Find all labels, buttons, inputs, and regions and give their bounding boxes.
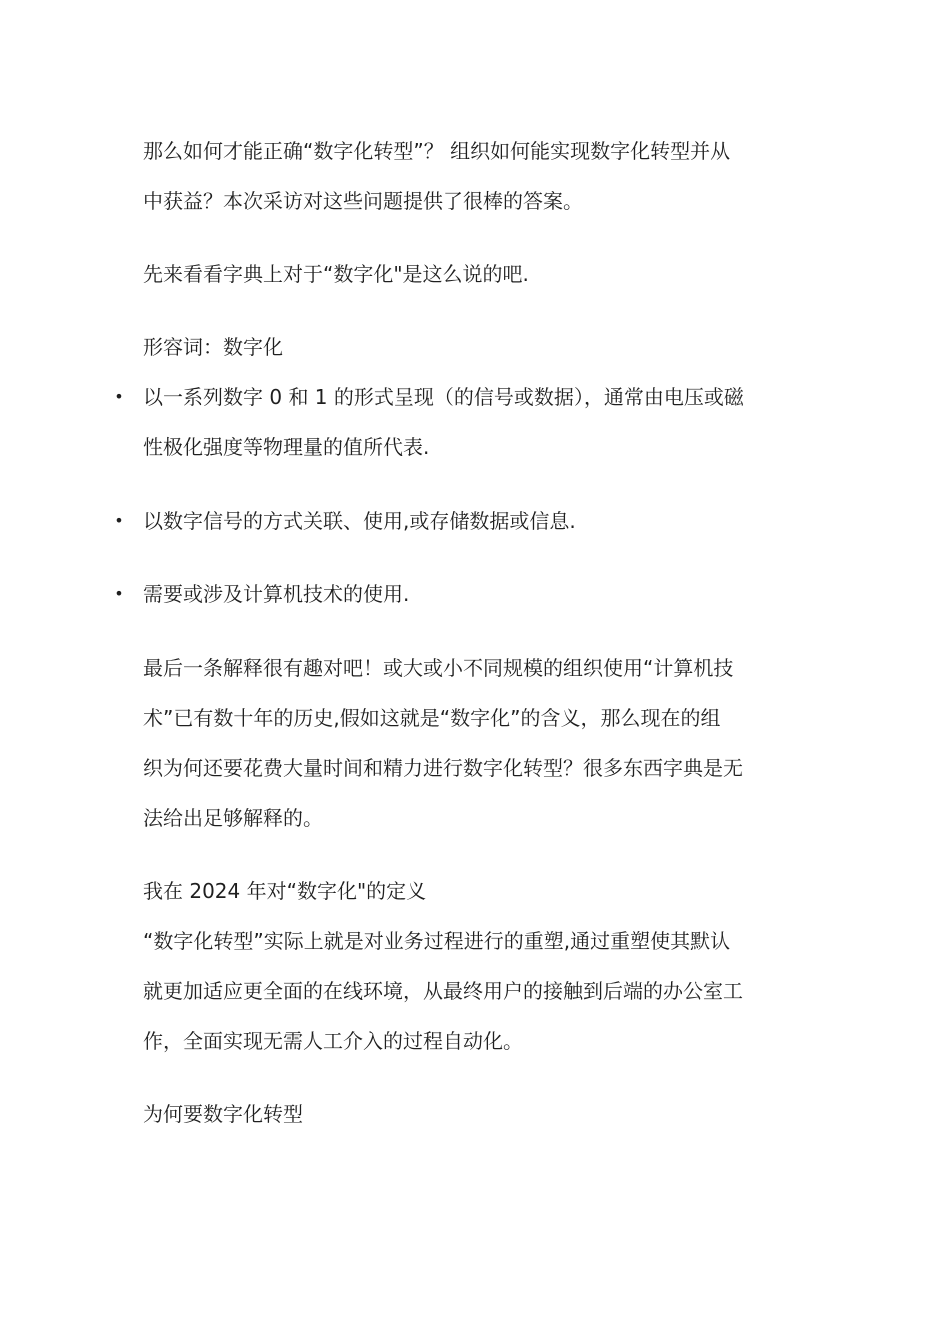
bullet-text <box>143 496 803 546</box>
definition-heading: 我在 2024 年对“数字化"的定义 <box>143 879 427 903</box>
intro-line-2: 中获益？本次采访对这些问题提供了很棒的答案。 <box>143 189 583 213</box>
bullet-text <box>143 372 803 472</box>
bullet-dot-icon: • <box>114 387 124 406</box>
definition-line-3: 作，全面实现无需人工介入的过程自动化。 <box>143 1029 523 1053</box>
why-heading: 为何要数字化转型 <box>143 1102 303 1126</box>
bullet-3-line-1: 需要或涉及计算机技术的使用. <box>143 582 410 606</box>
definition-line-1: “数字化转型”实际上就是对业务过程进行的重塑,通过重塑使其默认 <box>143 929 731 953</box>
commentary-line-3: 织为何还要花费大量时间和精力进行数字化转型？很多东西字典是无 <box>143 756 743 780</box>
commentary-line-1: 最后一条解释很有趣对吧！或大或小不同规模的组织使用“计算机技 <box>143 656 734 680</box>
bullet-2-line-1: 以数字信号的方式关联、使用,或存储数据或信息. <box>143 509 576 533</box>
intro-line-1: 那么如何才能正确“数字化转型”？ 组织如何能实现数字化转型并从 <box>143 139 731 163</box>
bullet-dot-icon: • <box>114 511 124 530</box>
dictionary-lead: 先来看看字典上对于“数字化"是这么说的吧. <box>143 262 529 286</box>
adjective-label: 形容词：数字化 <box>143 335 283 359</box>
bullet-text <box>143 569 803 619</box>
commentary-line-2: 术”已有数十年的历史,假如这就是“数字化”的含义，那么现在的组 <box>143 706 721 730</box>
bullet-1-line-1: 以一系列数字 0 和 1 的形式呈现（的信号或数据），通常由电压或磁 <box>143 385 744 409</box>
bullet-dot-icon: • <box>114 584 124 603</box>
definition-line-2: 就更加适应更全面的在线环境，从最终用户的接触到后端的办公室工 <box>143 979 743 1003</box>
bullet-1-line-2: 性极化强度等物理量的值所代表. <box>143 435 430 459</box>
commentary-line-4: 法给出足够解释的。 <box>143 806 323 830</box>
definition-paragraph <box>143 916 803 1066</box>
intro-paragraph <box>143 126 803 226</box>
commentary-paragraph <box>143 643 803 843</box>
